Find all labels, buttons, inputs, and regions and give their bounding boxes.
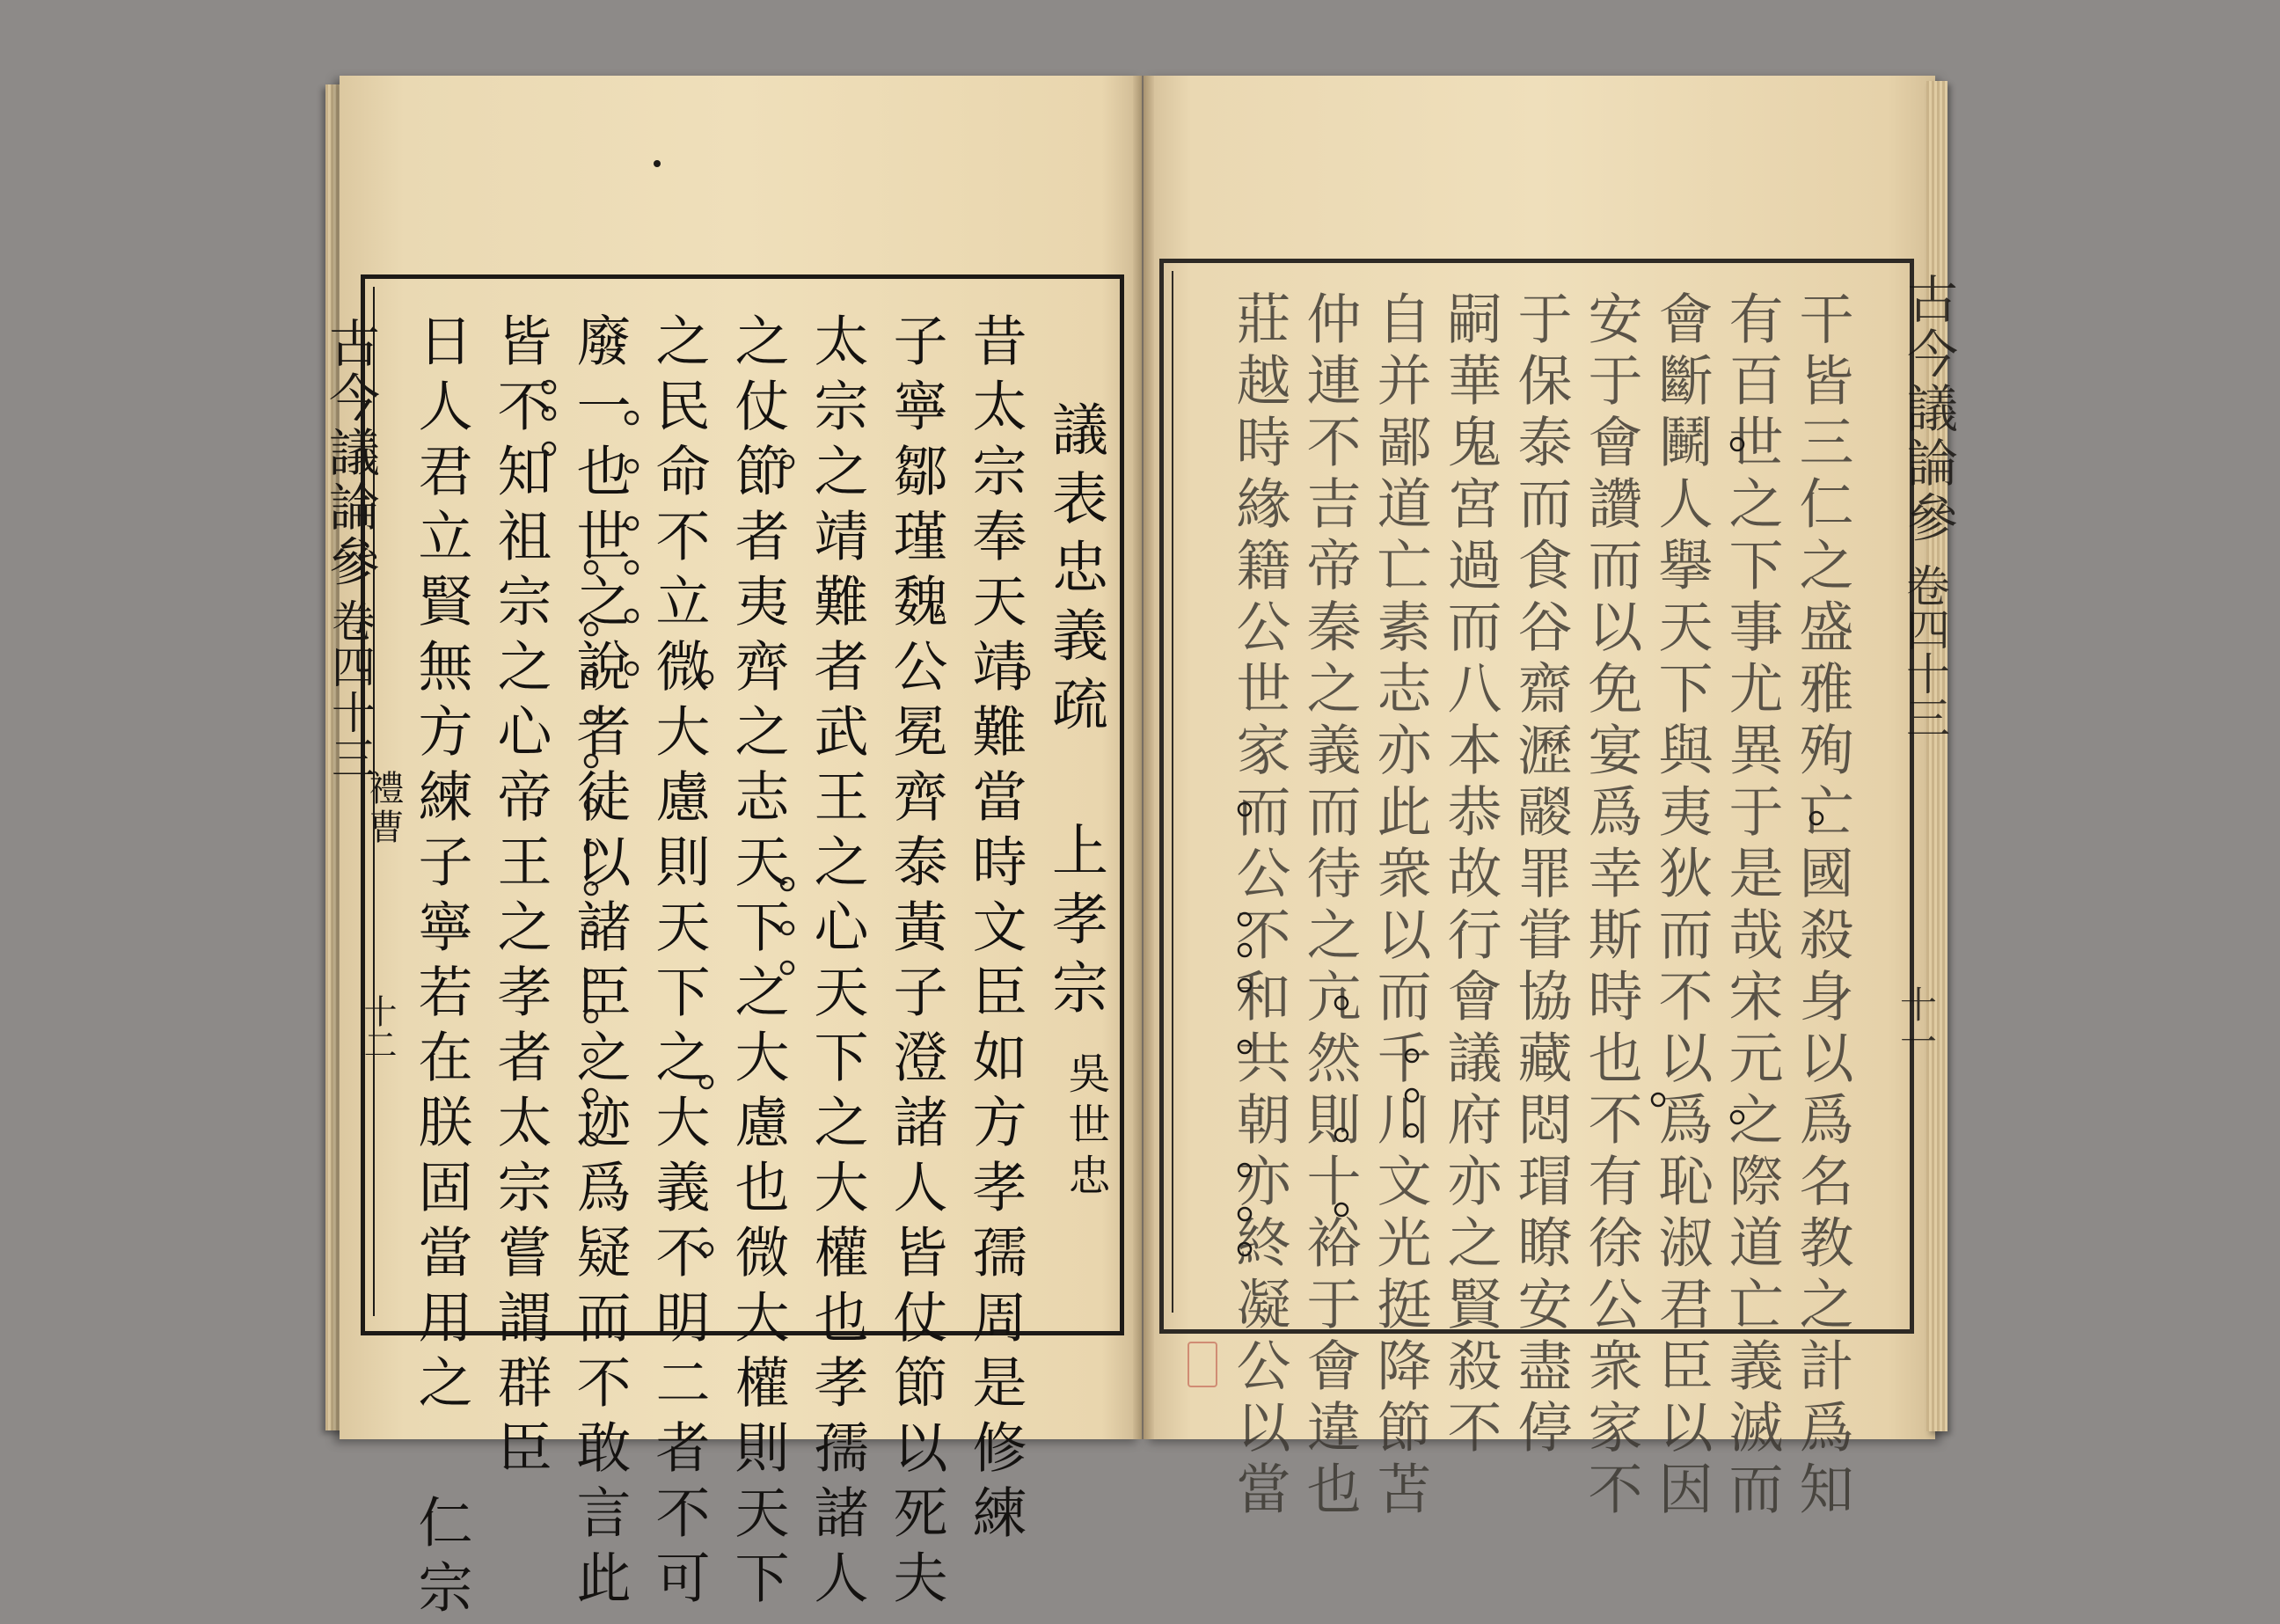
text-column-3: 太宗之靖難者武王之心天下之大權也孝孺諸人 xyxy=(805,312,869,1614)
right-inner-rule xyxy=(1172,271,1173,1313)
right-banner-title: 古今議論參 xyxy=(1898,273,1958,545)
right-text-column-1: 干皆三仁之盛雅殉亡國殺身以爲名教之計爲知 xyxy=(1790,290,1854,1522)
library-seal-stamp xyxy=(1188,1342,1217,1387)
left-banner-volume: 卷四十三 xyxy=(325,598,376,781)
right-text-column-4: 安于會讚而以免宴爲幸斯時也不有徐公衆家不 xyxy=(1579,290,1643,1522)
right-text-column-5: 于保泰而食谷齋瀝鬷罪甞協藏悶瑁瞭安盡停 xyxy=(1509,290,1573,1460)
text-column-7: 皆不知祖宗之心帝王之孝者太宗嘗謂群臣 xyxy=(488,312,552,1484)
book-gutter xyxy=(1133,76,1154,1439)
right-text-column-7: 自并鄙道亡素志亦此衆以而千川文光挺降節苫 xyxy=(1368,290,1432,1522)
right-text-column-3: 會斷鬭人擧天下與夷狄而不以爲恥淑君臣以因 xyxy=(1649,290,1714,1522)
right-text-column-2: 有百世之下事尤異于是哉宋元之際道亡義滅而 xyxy=(1720,290,1784,1522)
text-column-4: 之仗節者夷齊之志天下之大慮也微大權則天下 xyxy=(726,312,790,1614)
right-text-column-6: 嗣華鬼宮過而八本恭故行會議府亦之賢殺不 xyxy=(1438,290,1502,1460)
text-column-5: 之民命不立微大慮則天下之大義不明二者不可 xyxy=(647,312,711,1614)
left-banner-section: 禮曹 xyxy=(363,770,404,847)
right-banner-folio: 十一 xyxy=(1895,985,1938,1059)
left-banner-folio: 十二 xyxy=(358,994,397,1061)
left-banner-title: 古今議論參 xyxy=(320,317,380,589)
essay-title: 議表忠義疏 上孝宗 xyxy=(1042,400,1107,1027)
text-column-1: 昔太宗奉天靖難當時文臣如方孝孺周是修練 xyxy=(963,312,1027,1549)
right-banner-volume: 卷四十三 xyxy=(1899,563,1950,739)
author-name: 吳世忠 xyxy=(1061,1051,1110,1204)
text-column-8: 日人君立賢無方練子寧若在朕固當用之 仁宗 xyxy=(409,312,473,1624)
text-column-2: 子寧鄒瑾魏公冕齊泰黃子澄諸人皆仗節以死夫 xyxy=(884,312,948,1614)
ink-spot xyxy=(654,160,661,167)
text-column-6: 廢一也世之說者徒以諸臣之迹爲疑而不敢言此 xyxy=(567,312,632,1614)
right-text-column-8: 仲連不吉帝秦之義而待之亢然則十裕于會違也 xyxy=(1297,290,1362,1522)
right-text-column-9: 莊越時緣籍公世家而公不和共朝亦終凝公以當 xyxy=(1227,290,1291,1522)
